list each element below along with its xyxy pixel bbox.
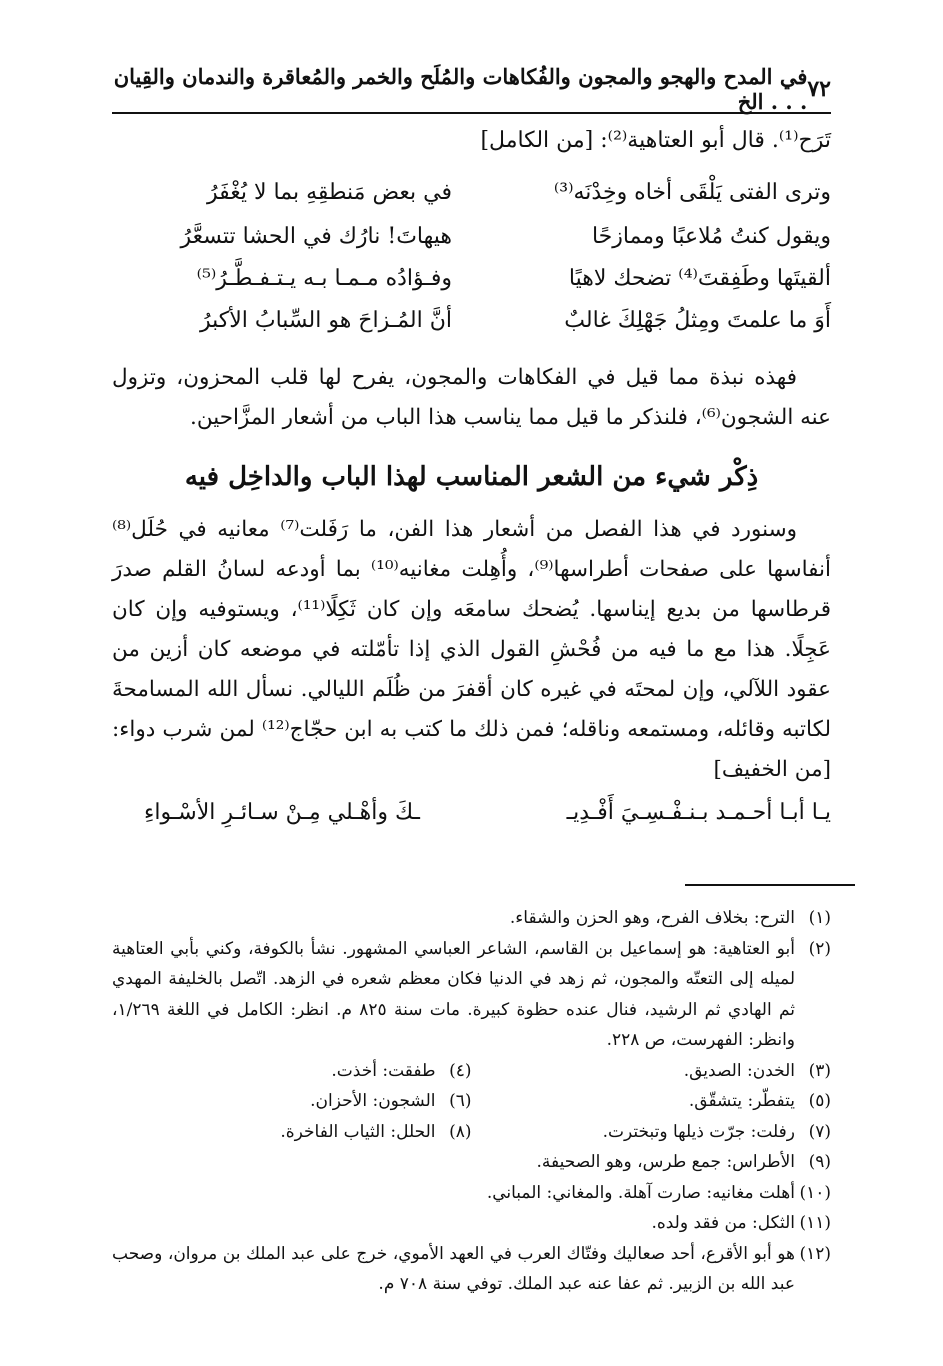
footnote-number: (١) — [808, 908, 831, 928]
footnote-text: الحلل: الثياب الفاخرة. — [280, 1121, 436, 1142]
poem-verse — [112, 266, 831, 306]
footnote-separator — [685, 884, 855, 886]
footnote — [112, 1208, 831, 1239]
verse-second-hemistich: ـكَ وأهْـلي مِـنْ سـائـرِ الأسْـواءِ — [144, 800, 420, 825]
footnote-text: أبو العتاهية: هو إسماعيل بن القاسم، الشاعر العباسي المشهور. نشأ بالكوفة، وكني بأبي العتاهية لميله إلى التعتّه والمجون، ثم زهد في الدنيا فكان معظم شعره في الزهد. اتّصل بالخليفة المهدي ثم الهادي ثم الرشيد، فنال عنده حظوة كبيرة. مات سنة ٨٢٥ م. انظر: الكامل في اللغة ١/٢٦٩، وانظر: الفهرست، ص ٢٢٨. — [112, 938, 795, 1050]
paragraph: وسنورد في هذا الفصل من أشعار هذا الفن، ما رَفَلت⁽⁷⁾ معانيه في حُلَل⁽⁸⁾ أنفاسها على صفحات أطراسها⁽⁹⁾، وأُهِلت مغانيه⁽¹⁰⁾ بما أودعه لسانُ القلم صدرَ قرطاسها من بديع إيناسها. يُضحك سامعَه وإن كان ثَكِلًا⁽¹¹⁾، ويستوفيه وإن كان عَجِلًا. هذا مع ما فيه من فُحْشِ القول الذي إذا تأمّلته في موضعه كان أزين من عقود اللآلي، وإن لمحتَه في غيره كان أقفرَ من ظُلَم الليالي. نسأل الله المسامحةَ لكاتبه وقائله، ومستمعه وناقله؛ فمن ذلك ما كتب به ابن حجّاج⁽¹²⁾ لمن شرب دواء: [من الخفيف] — [112, 517, 831, 782]
footnote-number: (١٢) — [799, 1243, 831, 1264]
footnote-text: الخدن: الصديق. — [683, 1060, 795, 1081]
verse-first-hemistich: وترى الفتى يَلْقَى أخاه وخِدْنَه⁽³⁾ — [553, 180, 831, 205]
footnote-row — [112, 1117, 831, 1148]
footnote-number: (١١) — [799, 1213, 831, 1233]
footnote-text: رفلت: جرّت ذيلها وتبخترت. — [602, 1121, 795, 1142]
footnote-text: هو أبو الأقرع، أحد صعاليك وفتّاك العرب في العهد الأموي، خرج على عبد الملك بن مروان، وصحب عبد الله بن الزبير. ثم عفا عنه عبد الملك. توفي سنة ٧٠٨ م. — [112, 1243, 795, 1294]
footnote — [112, 934, 831, 1056]
footnote-number: (٢) — [808, 938, 831, 959]
footnote-text: الشجون: الأحزان. — [310, 1091, 436, 1111]
footnote-number: (٦) — [449, 1091, 472, 1111]
footnote — [112, 1086, 472, 1117]
footnote — [112, 1178, 831, 1209]
poem-verse — [112, 308, 831, 348]
footnote-number: (٩) — [808, 1152, 831, 1172]
running-header — [112, 66, 831, 114]
footnote-text: أهلت مغانيه: صارت آهلة. والمغاني: المباني. — [486, 1182, 795, 1203]
footnote — [112, 1117, 472, 1148]
footnote-text: الثكل: من فقد ولده. — [651, 1213, 795, 1233]
footnote-text: الأطراس: جمع طرس، وهو الصحيفة. — [536, 1152, 795, 1172]
footnote-text: طفقت: أخذت. — [331, 1060, 436, 1081]
page-number: ٧٢ — [807, 76, 831, 102]
paragraph: فهذه نبذة مما قيل في الفكاهات والمجون، يفرح لها قلب المحزون، وتزول عنه الشجون⁽⁶⁾، فلنذكر ما قيل مما يناسب هذا الباب من أشعار المزَّاحين. — [112, 365, 831, 430]
footnote — [112, 903, 831, 934]
verse-first-hemistich: يـا أبـا أحـمـد بـنـفْـسِـيَ أَفْـدِيـ — [566, 800, 831, 825]
poem-verse — [112, 800, 831, 840]
footnote — [112, 1239, 831, 1300]
footnote — [472, 1117, 832, 1148]
verse-second-hemistich: في بعض مَنطقِهِ بما لا يُغْفَرُ — [207, 180, 452, 205]
verse-first-hemistich: أَوَ ما علمتَ ومِثلُ جَهْلِكَ غالبٌ — [564, 308, 831, 333]
footnote — [112, 1147, 831, 1178]
verse-second-hemistich: أنَّ المُـزاحَ هو السِّبابُ الأكبرُ — [199, 308, 452, 333]
footnote — [472, 1056, 832, 1087]
footnote-text: يتفطّر: يتشقّق. — [688, 1091, 795, 1111]
footnote — [112, 1056, 472, 1087]
footnote-row — [112, 1086, 831, 1117]
running-title: في المدح والهجو والمجون والفُكاهات والمُلَح والخمر والمُعاقرة والندمان والقِيان . . . الخ — [113, 64, 808, 114]
intro-line: تَرَح⁽¹⁾. قال أبو العتاهية⁽²⁾: [من الكامل] — [480, 128, 831, 153]
footnote-number: (٧) — [808, 1121, 831, 1142]
footnote-number: (١٠) — [799, 1182, 831, 1203]
verse-first-hemistich: ويقول كنتُ مُلاعبًا وممازحًا — [591, 224, 831, 249]
footnote-number: (٤) — [449, 1060, 472, 1081]
footnote-row — [112, 1056, 831, 1087]
section-heading: ذِكْر شيء من الشعر المناسب لهذا الباب والداخِل فيه — [184, 462, 759, 492]
verse-second-hemistich: وفـؤادُه مـمـا بـه يـتـفـطَّـرُ⁽⁵⁾ — [196, 266, 452, 291]
footnote-number: (٥) — [808, 1091, 831, 1111]
footnote-number: (٣) — [808, 1060, 831, 1081]
verse-second-hemistich: هيهاتَ! نارُك في الحشا تتسعَّرُ — [180, 224, 452, 249]
verse-first-hemistich: ألقيتَها وطَفِقتَ⁽⁴⁾ تضحك لاهيًا — [568, 266, 831, 291]
poem-verse — [112, 180, 831, 220]
footnotes — [112, 903, 831, 1300]
poem-verse — [112, 224, 831, 264]
footnote-text: الترح: بخلاف الفرح، وهو الحزن والشقاء. — [509, 908, 795, 928]
footnote — [472, 1086, 832, 1117]
footnote-number: (٨) — [449, 1121, 472, 1142]
